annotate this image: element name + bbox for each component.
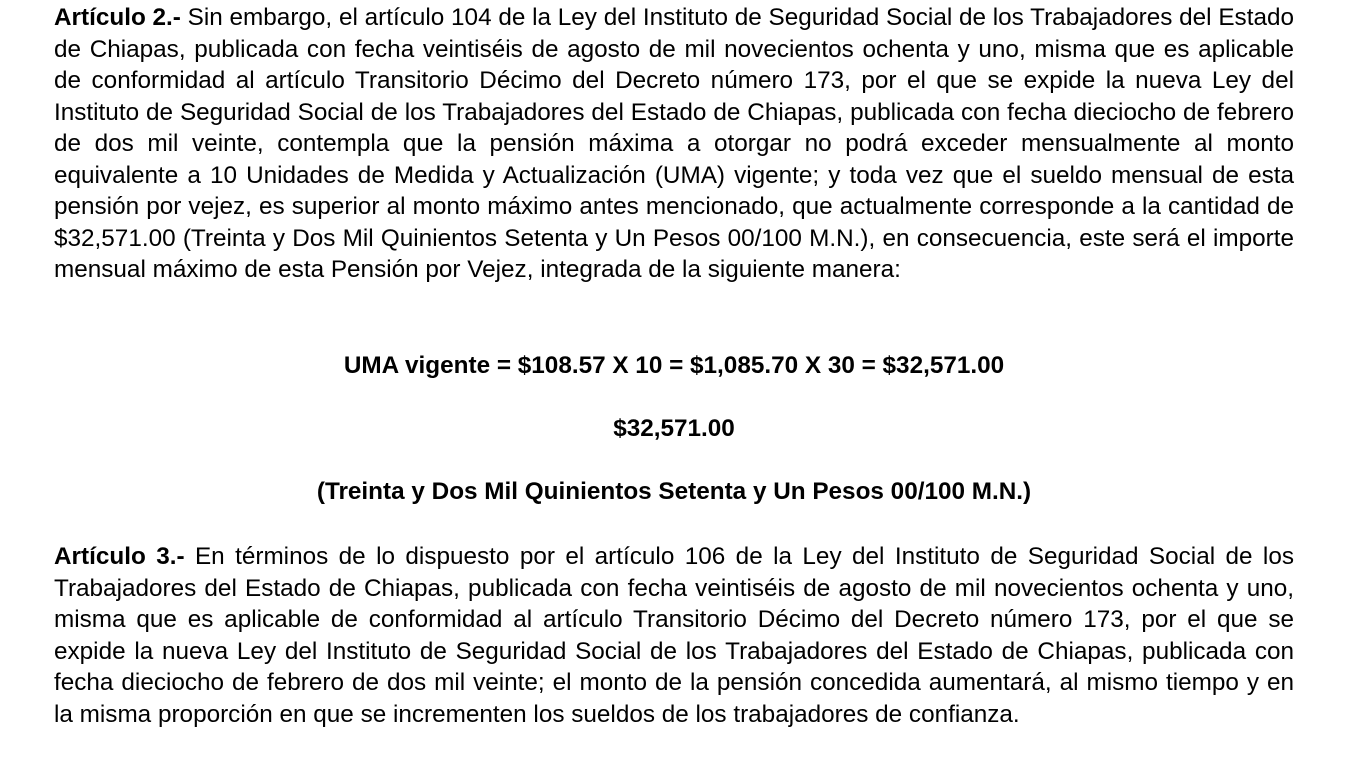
pension-amount-in-words: (Treinta y Dos Mil Quinientos Setenta y Un Pesos 00/100 M.N.) xyxy=(316,478,1032,505)
uma-formula: UMA vigente = $108.57 X 10 = $1,085.70 X 30 = $32,571.00 xyxy=(343,352,1005,379)
article-3-body: En términos de lo dispuesto por el artículo 106 de la Ley del Instituto de Seguridad Social de los Trabajadores del Estado de Chiapas, publicada con fecha veintiséis de agosto de mil novecientos ochenta y uno, misma que es aplicable de conformidad al artículo Transitorio Décimo del Decreto número 173, por el que se expide la nueva Ley del Instituto de Seguridad Social de los Trabajadores del Estado de Chiapas, publicada con fecha dieciocho de febrero de dos mil veinte; el monto de la pensión concedida aumentará, al mismo tiempo y en la misma proporción en que se incrementen los sueldos de los trabajadores de confianza. xyxy=(54,543,1294,728)
article-2-body: Sin embargo, el artículo 104 de la Ley del Instituto de Seguridad Social de los Trabajadores del Estado de Chiapas, publicada con fecha veintiséis de agosto de mil novecientos ochenta y uno, misma que es aplicable de conformidad al artículo Transitorio Décimo del Decreto número 173, por el que se expide la nueva Ley del Instituto de Seguridad Social de los Trabajadores del Estado de Chiapas, publicada con fecha dieciocho de febrero de dos mil veinte, contempla que la pensión máxima a otorgar no podrá exceder mensualmente al monto equivalente a 10 Unidades de Medida y Actualización (UMA) vigente; y toda vez que el sueldo mensual de esta pensión por vejez, es superior al monto máximo antes mencionado, que actualmente corresponde a la cantidad de $32,571.00 (Treinta y Dos Mil Quinientos Setenta y Un Pesos 00/100 M.N.), en consecuencia, este será el importe mensual máximo de esta Pensión por Vejez, integrada de la siguiente manera: xyxy=(54,4,1294,283)
article-2-heading: Artículo 2.- xyxy=(54,4,181,31)
article-2-paragraph xyxy=(54,2,1294,286)
article-3-paragraph xyxy=(54,541,1294,730)
article-3-heading: Artículo 3.- xyxy=(54,543,185,570)
pension-amount: $32,571.00 xyxy=(613,415,735,442)
